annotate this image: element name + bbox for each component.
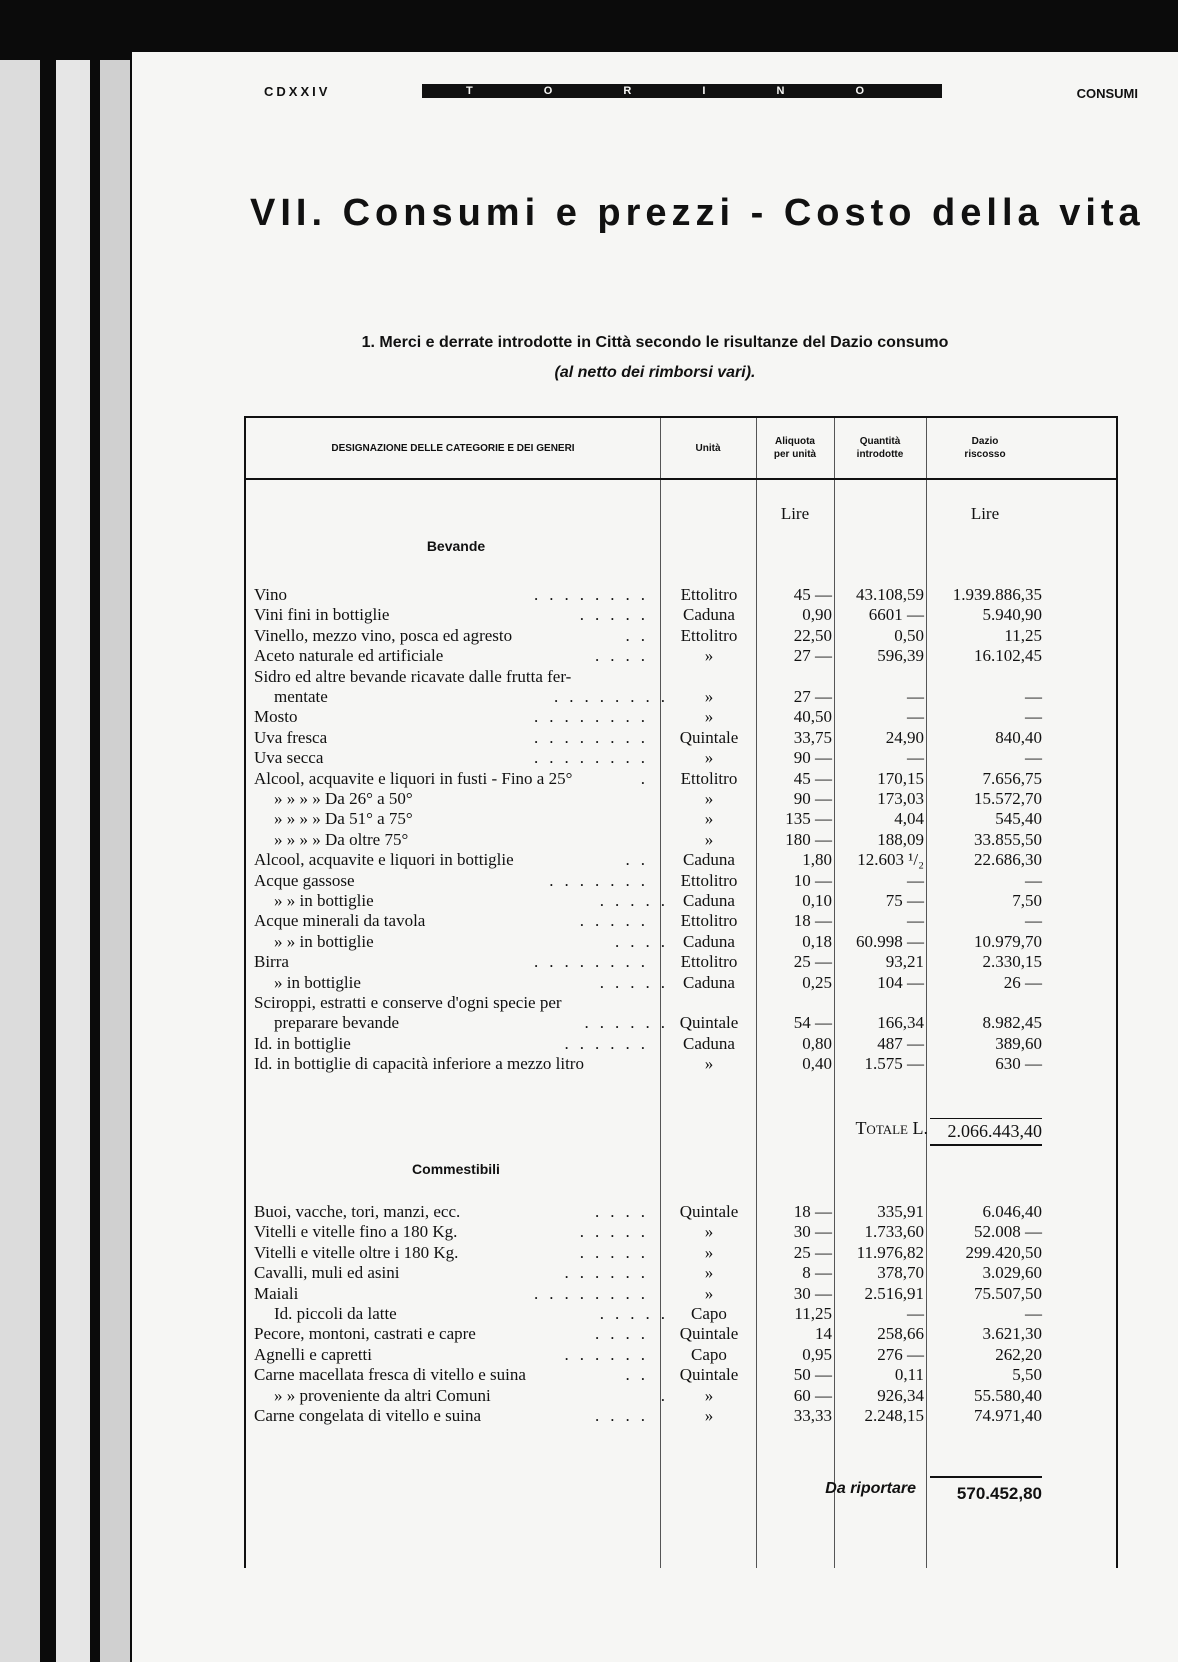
row-quantity: — (907, 870, 924, 890)
table-row (246, 727, 1116, 748)
row-designation: » » » » Da 51° a 75° (274, 809, 413, 829)
row-quantity: 75 — (885, 891, 924, 910)
row-designation: Sidro ed altre bevande ricavate dalle frutta fer- (254, 666, 572, 686)
row-dazio: 10.979,70 (974, 931, 1042, 951)
row-rate: 11,25 (794, 1304, 832, 1323)
document-page (132, 52, 1178, 1662)
row-designation: » » » » Da 26° a 50° (274, 789, 413, 808)
total-label: Totale L. (855, 1118, 928, 1138)
page-edge-decoration (0, 60, 40, 1662)
row-quantity: 1.733,60 (864, 1222, 924, 1242)
row-unit: Quintale (679, 727, 739, 747)
table-row (246, 890, 1116, 911)
total-value: 2.066.443,40 (930, 1118, 1042, 1146)
leader-dots: ........ (534, 585, 656, 604)
leader-dots: ........ (534, 1283, 656, 1303)
row-designation: Vini fini in bottiglie ..... (254, 605, 656, 625)
row-unit: Ettolitro (680, 625, 738, 645)
row-unit: Quintale (679, 1365, 739, 1385)
row-dazio: — (1025, 911, 1042, 931)
row-designation: Vitelli e vitelle fino a 180 Kg. ..... (254, 1222, 656, 1242)
table-row (246, 972, 1116, 993)
row-rate: 33,75 (793, 727, 832, 747)
row-rate: 60 — (793, 1385, 832, 1405)
data-table (244, 416, 1118, 1568)
row-dazio: — (1025, 870, 1042, 890)
row-rate: 40,50 (793, 707, 832, 727)
row-dazio: 15.572,70 (974, 789, 1042, 808)
table-row (246, 808, 1116, 829)
row-quantity: 170,15 (877, 768, 924, 788)
row-unit: Quintale (679, 1324, 739, 1344)
leader-dots: ..... (599, 1304, 676, 1323)
table-row (246, 1012, 1116, 1033)
row-unit: » (704, 809, 714, 829)
leader-dots: .... (595, 1324, 656, 1344)
carry-forward-label: Da riportare (825, 1480, 916, 1497)
row-quantity: 12.603 ¹/₂ (857, 850, 924, 870)
row-designation: Carne macellata fresca di vitello e suina .. (254, 1365, 656, 1385)
row-designation: Id. piccoli da latte ..... (274, 1304, 676, 1323)
leader-dots: .... (595, 1202, 656, 1221)
row-dazio: 74.971,40 (974, 1406, 1042, 1425)
leader-dots: ...... (564, 1344, 656, 1364)
row-designation: Vino ........ (254, 585, 656, 604)
column-header-designation: DESIGNAZIONE DELLE CATEGORIE E DEI GENERI (331, 442, 575, 454)
row-designation: mentate ........ (274, 687, 676, 706)
row-unit: Caduna (683, 931, 735, 951)
row-quantity: 60.998 — (856, 931, 924, 951)
row-designation: Acque gassose ....... (254, 870, 656, 890)
leader-dots: .... (595, 1406, 656, 1425)
row-dazio: 389,60 (995, 1033, 1042, 1053)
row-rate: 30 — (793, 1283, 832, 1303)
leader-dots: . (660, 1385, 676, 1405)
table-row (246, 1344, 1116, 1365)
row-designation: Cavalli, muli ed asini ...... (254, 1263, 656, 1283)
row-rate: 0,25 (802, 972, 832, 992)
table-header (246, 418, 1116, 480)
table-row (246, 1201, 1116, 1222)
row-dazio: 8.982,45 (982, 1013, 1042, 1033)
row-quantity: 24,90 (885, 727, 924, 747)
row-designation: » » proveniente da altri Comuni . (274, 1385, 676, 1405)
row-quantity: 596,39 (877, 646, 924, 666)
row-rate: 90 — (793, 789, 832, 808)
row-quantity: 335,91 (877, 1202, 924, 1221)
leader-dots: ........ (554, 687, 676, 706)
row-quantity: 11.976,82 (856, 1242, 924, 1262)
row-rate: 14 (815, 1324, 832, 1344)
leader-dots: ..... (599, 891, 676, 910)
row-dazio: 7,50 (1012, 891, 1042, 910)
table-title: 1. Merci e derrate introdotte in Città secondo le risultanze del Dazio consumo (361, 334, 949, 351)
table-row (246, 931, 1116, 952)
row-designation: Agnelli e capretti ...... (254, 1344, 656, 1364)
row-rate: 50 — (793, 1365, 832, 1385)
row-designation: Alcool, acquavite e liquori in bottiglie .. (254, 850, 656, 870)
row-designation: Acque minerali da tavola ..... (254, 911, 656, 931)
row-designation: » » in bottiglie .... (274, 931, 676, 951)
leader-dots: ...... (564, 1263, 656, 1283)
carry-forward-value: 570.452,80 (930, 1476, 1042, 1504)
row-rate: 10 — (793, 870, 832, 890)
row-unit: Capo (691, 1344, 727, 1364)
row-unit: » (704, 789, 714, 808)
table-row (246, 992, 1116, 1013)
row-unit: Caduna (683, 850, 735, 870)
row-designation: preparare bevande ...... (274, 1013, 676, 1033)
row-unit: Ettolitro (680, 870, 738, 890)
leader-dots: .. (625, 850, 656, 870)
row-dazio: 2.330,15 (982, 952, 1042, 972)
row-dazio: 840,40 (995, 727, 1042, 747)
leader-dots: ...... (584, 1013, 676, 1033)
table-row (246, 1242, 1116, 1263)
leader-dots: .. (625, 1365, 656, 1385)
table-row (246, 706, 1116, 727)
leader-dots: ........ (534, 748, 656, 768)
page-number: CDXXIV (264, 84, 331, 99)
row-rate: 8 — (802, 1263, 832, 1283)
row-dazio: 630 — (995, 1054, 1042, 1074)
leader-dots: ........ (534, 707, 656, 727)
row-rate: 18 — (793, 911, 832, 931)
row-unit: » (704, 1283, 714, 1303)
leader-dots: ..... (579, 605, 656, 625)
row-dazio: 5.940,90 (982, 605, 1042, 625)
page-edge-decoration (100, 60, 130, 1662)
row-quantity: — (907, 748, 924, 768)
row-dazio: 16.102,45 (974, 646, 1042, 666)
table-row (246, 951, 1116, 972)
table-row (246, 625, 1116, 646)
row-designation: Vinello, mezzo vino, posca ed agresto .. (254, 625, 656, 645)
table-row (246, 1364, 1116, 1385)
row-quantity: 104 — (877, 972, 924, 992)
row-dazio: — (1025, 707, 1042, 727)
row-unit: Quintale (679, 1202, 739, 1221)
row-designation: Alcool, acquavite e liquori in fusti - Fino a 25° . (254, 768, 656, 788)
leader-dots: ...... (564, 1033, 656, 1053)
row-dazio: — (1025, 1304, 1042, 1323)
rate-currency: Lire (780, 504, 810, 523)
row-dazio: 262,20 (995, 1344, 1042, 1364)
row-quantity: — (907, 707, 924, 727)
row-rate: 27 — (793, 646, 832, 666)
row-rate: 0,40 (802, 1054, 832, 1074)
table-row (246, 1283, 1116, 1304)
row-designation: Id. in bottiglie ...... (254, 1033, 656, 1053)
row-quantity: 487 — (877, 1033, 924, 1053)
row-quantity: 0,50 (894, 625, 924, 645)
row-designation: Vitelli e vitelle oltre i 180 Kg. ..... (254, 1242, 656, 1262)
row-dazio: — (1025, 748, 1042, 768)
row-quantity: 188,09 (877, 829, 924, 849)
table-row (246, 645, 1116, 666)
row-quantity: 378,70 (877, 1263, 924, 1283)
row-rate: 0,80 (802, 1033, 832, 1053)
row-rate: 1,80 (802, 850, 832, 870)
table-row (246, 1262, 1116, 1283)
row-quantity: 2.248,15 (864, 1406, 924, 1425)
row-designation: Maiali ........ (254, 1283, 656, 1303)
section-heading-commestibili: Commestibili (412, 1161, 500, 1177)
row-dazio: 299.420,50 (965, 1242, 1042, 1262)
row-quantity: 6601 — (868, 605, 924, 625)
column-header-dazio: Dazio riscosso (964, 436, 1006, 460)
row-dazio: 11,25 (1004, 625, 1042, 645)
leader-dots: ..... (599, 972, 676, 992)
row-dazio: 55.580,40 (974, 1385, 1042, 1405)
leader-dots: ..... (579, 911, 656, 931)
row-unit: Quintale (679, 1013, 739, 1033)
row-quantity: 93,21 (885, 952, 924, 972)
row-dazio: 22.686,30 (974, 850, 1042, 870)
row-rate: 180 — (785, 829, 832, 849)
table-row (246, 1053, 1116, 1074)
row-designation: Sciroppi, estratti e conserve d'ogni specie per (254, 993, 562, 1012)
section-label: CONSUMI (1076, 86, 1138, 101)
table-row (246, 829, 1116, 850)
leader-dots: .... (595, 646, 656, 666)
table-row (246, 768, 1116, 789)
row-designation: Uva secca ........ (254, 748, 656, 768)
row-rate: 45 — (793, 768, 832, 788)
row-rate: 45 — (793, 585, 832, 604)
row-dazio: 3.621,30 (982, 1324, 1042, 1344)
row-dazio: 545,40 (995, 809, 1042, 829)
row-designation: Mosto ........ (254, 707, 656, 727)
row-rate: 33,33 (793, 1406, 832, 1425)
row-designation: » » » » Da oltre 75° (274, 829, 409, 849)
leader-dots: .. (625, 625, 656, 645)
row-dazio: 52.008 — (974, 1222, 1042, 1242)
row-rate: 135 — (785, 809, 832, 829)
page-edge-decoration (56, 60, 90, 1662)
table-row (246, 910, 1116, 931)
row-unit: Caduna (683, 1033, 735, 1053)
row-quantity: 2.516,91 (864, 1283, 924, 1303)
row-quantity: 43.108,59 (856, 585, 924, 604)
row-quantity: 166,34 (877, 1013, 924, 1033)
row-unit: » (704, 829, 714, 849)
row-unit: Ettolitro (680, 585, 738, 604)
row-rate: 0,18 (802, 931, 832, 951)
row-quantity: — (907, 1304, 924, 1323)
row-rate: 27 — (793, 687, 832, 706)
leader-dots: ....... (549, 870, 656, 890)
leader-dots: .... (615, 931, 676, 951)
dazio-currency: Lire (970, 504, 1000, 523)
row-rate: 0,10 (802, 891, 832, 910)
row-quantity: 173,03 (877, 789, 924, 808)
row-rate: 22,50 (793, 625, 832, 645)
row-designation: Aceto naturale ed artificiale .... (254, 646, 656, 666)
row-dazio: 33.855,50 (974, 829, 1042, 849)
row-rate: 25 — (793, 952, 832, 972)
row-unit: Ettolitro (680, 952, 738, 972)
table-row (246, 584, 1116, 605)
leader-dots: ........ (534, 727, 656, 747)
row-unit: Capo (691, 1304, 727, 1323)
table-row (246, 849, 1116, 870)
row-dazio: 26 — (1003, 972, 1042, 992)
header-band: T O R I N O (422, 84, 942, 98)
row-unit: Ettolitro (680, 768, 738, 788)
row-unit: » (704, 1385, 714, 1405)
row-quantity: 0,11 (894, 1365, 924, 1385)
row-unit: » (704, 646, 714, 666)
row-unit: Caduna (683, 972, 735, 992)
row-dazio: 6.046,40 (982, 1202, 1042, 1221)
row-rate: 0,90 (802, 605, 832, 625)
column-header-rate: Aliquota per unità (773, 436, 817, 460)
row-unit: » (704, 1242, 714, 1262)
row-quantity: 276 — (877, 1344, 924, 1364)
row-quantity: — (907, 911, 924, 931)
row-designation: Id. in bottiglie di capacità inferiore a mezzo litro (254, 1054, 584, 1074)
row-rate: 0,95 (802, 1344, 832, 1364)
row-dazio: — (1025, 687, 1042, 706)
row-rate: 90 — (793, 748, 832, 768)
leader-dots: ..... (579, 1242, 656, 1262)
row-unit: » (704, 1263, 714, 1283)
row-rate: 18 — (793, 1202, 832, 1221)
table-row (246, 870, 1116, 891)
row-designation: » » in bottiglie ..... (274, 891, 676, 910)
column-header-unit: Unità (695, 442, 721, 454)
table-row (246, 1405, 1116, 1426)
row-designation: Pecore, montoni, castrati e capre .... (254, 1324, 656, 1344)
leader-dots: . (640, 768, 656, 788)
chapter-title: VII. Consumi e prezzi - Costo della vita (250, 192, 1145, 234)
row-unit: Caduna (683, 605, 735, 625)
row-unit: » (704, 707, 714, 727)
table-row (246, 1033, 1116, 1054)
table-row (246, 1323, 1116, 1344)
table-row (246, 1385, 1116, 1406)
row-quantity: 926,34 (877, 1385, 924, 1405)
section-heading-bevande: Bevande (426, 538, 486, 554)
table-row (246, 686, 1116, 707)
row-rate: 30 — (793, 1222, 832, 1242)
column-header-quantity: Quantità introdotte (856, 436, 904, 460)
row-unit: » (704, 1222, 714, 1242)
table-row (246, 666, 1116, 687)
row-unit: » (704, 687, 714, 706)
row-quantity: 1.575 — (864, 1054, 924, 1074)
running-header (132, 70, 1178, 100)
row-quantity: — (907, 687, 924, 706)
leader-dots: ..... (579, 1222, 656, 1242)
row-unit: » (704, 1406, 714, 1425)
row-designation: » in bottiglie ..... (274, 972, 676, 992)
row-rate: 25 — (793, 1242, 832, 1262)
row-dazio: 5,50 (1012, 1365, 1042, 1385)
row-dazio: 3.029,60 (982, 1263, 1042, 1283)
table-row (246, 604, 1116, 625)
row-unit: » (704, 1054, 714, 1074)
row-designation: Buoi, vacche, tori, manzi, ecc. .... (254, 1202, 656, 1221)
row-designation: Carne congelata di vitello e suina .... (254, 1406, 656, 1425)
row-unit: Ettolitro (680, 911, 738, 931)
row-dazio: 1.939.886,35 (952, 585, 1042, 604)
row-rate: 54 — (793, 1013, 832, 1033)
row-dazio: 75.507,50 (974, 1283, 1042, 1303)
row-quantity: 258,66 (877, 1324, 924, 1344)
row-designation: Birra ........ (254, 952, 656, 972)
row-unit: Caduna (683, 891, 735, 910)
table-row (246, 788, 1116, 809)
row-unit: » (704, 748, 714, 768)
table-row (246, 747, 1116, 768)
table-row (246, 1303, 1116, 1324)
table-row (246, 1221, 1116, 1242)
row-dazio: 7.656,75 (982, 768, 1042, 788)
leader-dots: ........ (534, 952, 656, 972)
row-quantity: 4,04 (894, 809, 924, 829)
row-designation: Uva fresca ........ (254, 727, 656, 747)
table-note: (al netto dei rimborsi vari). (554, 364, 756, 381)
